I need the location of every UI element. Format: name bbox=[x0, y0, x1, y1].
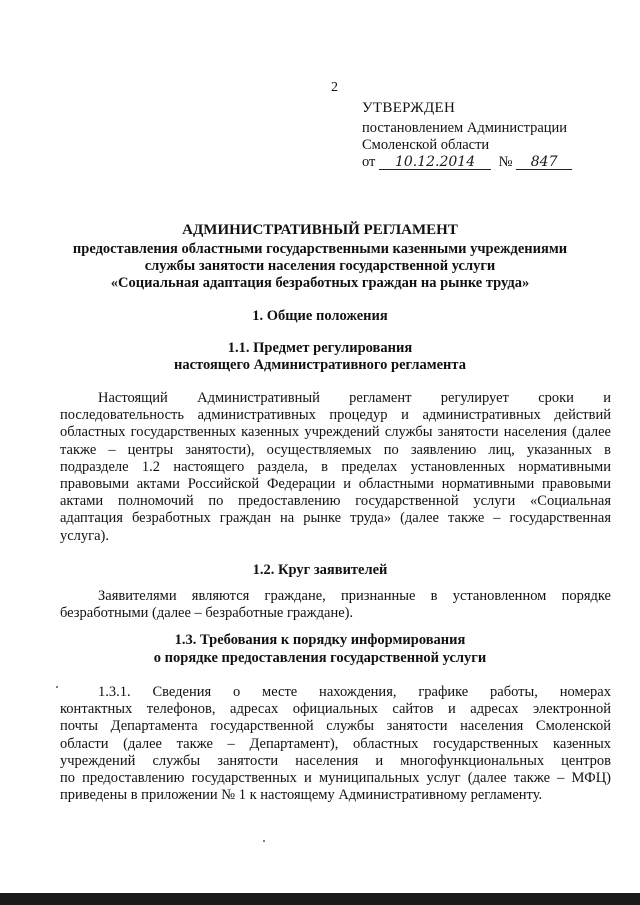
document-subtitle-1: предоставления областными государственными казенными учреждениями bbox=[72, 241, 568, 257]
subsection-heading-1-2: 1.2. Круг заявителей bbox=[252, 562, 388, 578]
scan-speck bbox=[263, 840, 265, 842]
text-line: услуга). bbox=[60, 527, 110, 544]
approval-line-1: постановлением Администрации bbox=[362, 120, 568, 136]
text-line: адаптация безработных граждан на рынке труда» (далее также – государственная bbox=[60, 510, 611, 527]
approval-date-line bbox=[362, 154, 572, 171]
subsection-heading-1-1-b: настоящего Административного регламента bbox=[174, 357, 466, 373]
document-title: АДМИНИСТРАТИВНЫЙ РЕГЛАМЕНТ bbox=[182, 222, 458, 238]
subsection-heading-1-1-a: 1.1. Предмет регулирования bbox=[227, 340, 413, 356]
text-line: правовыми актами Российской Федерации и областными нормативными правовыми bbox=[60, 476, 611, 493]
text-line: приведены в приложении № 1 к настоящему Административному регламенту. bbox=[60, 787, 543, 804]
subsection-heading-1-3-b: о порядке предоставления государственной услуги bbox=[153, 650, 487, 666]
text-line: Заявителями являются граждане, признанные в установленном порядке bbox=[98, 588, 611, 604]
paragraph-applicants bbox=[60, 588, 611, 622]
text-line: почты Департамента государственной службы занятости населения Смоленской bbox=[60, 718, 611, 735]
date-handwritten: 10.12.2014 bbox=[379, 155, 491, 170]
approval-title: УТВЕРЖДЕН bbox=[362, 100, 456, 116]
number-handwritten: 847 bbox=[516, 155, 572, 170]
text-line: по предоставлению государственных и муниципальных услуг (далее также – МФЦ) bbox=[60, 770, 611, 787]
text-line: контактных телефонов, адресах официальных сайтов и адресах электронной bbox=[60, 701, 611, 718]
text-line: последовательность административных процедур и административных действий bbox=[60, 407, 611, 424]
text-line: учреждений службы занятости населения и многофункциональных центров bbox=[60, 752, 611, 769]
text-line: безработными (далее – безработные граждане). bbox=[60, 605, 354, 622]
text-line: области (далее также – Департамент), областных государственных казенных bbox=[60, 735, 611, 752]
paragraph-subject bbox=[60, 390, 611, 545]
page-number: 2 bbox=[331, 80, 338, 95]
text-line: 1.3.1. Сведения о месте нахождения, графике работы, номерах bbox=[98, 684, 611, 700]
document-subtitle-3: «Социальная адаптация безработных граждан на рынке труда» bbox=[110, 275, 530, 291]
scan-edge-bar bbox=[0, 893, 640, 905]
approval-line-2: Смоленской области bbox=[362, 137, 490, 153]
section-heading-1: 1. Общие положения bbox=[252, 308, 388, 324]
number-prefix: № bbox=[498, 154, 513, 170]
document-subtitle-2: службы занятости населения государственной услуги bbox=[144, 258, 496, 274]
date-prefix: от bbox=[362, 154, 376, 170]
text-line: Настоящий Административный регламент регулирует сроки и bbox=[98, 390, 611, 406]
subsection-heading-1-3-a: 1.3. Требования к порядку информирования bbox=[174, 632, 466, 648]
text-line: также – центры занятости), осуществляемых по заявлению лиц, указанных в bbox=[60, 441, 611, 458]
paragraph-information bbox=[60, 684, 611, 804]
text-line: подразделе 1.2 настоящего раздела, в пределах установленных нормативными bbox=[60, 458, 611, 475]
text-line: актами полномочий по предоставлению государственной услуги «Социальная bbox=[60, 493, 611, 510]
scan-speck bbox=[56, 686, 58, 688]
text-line: областных государственных казенных учреждений службы занятости населения (далее bbox=[60, 424, 611, 441]
